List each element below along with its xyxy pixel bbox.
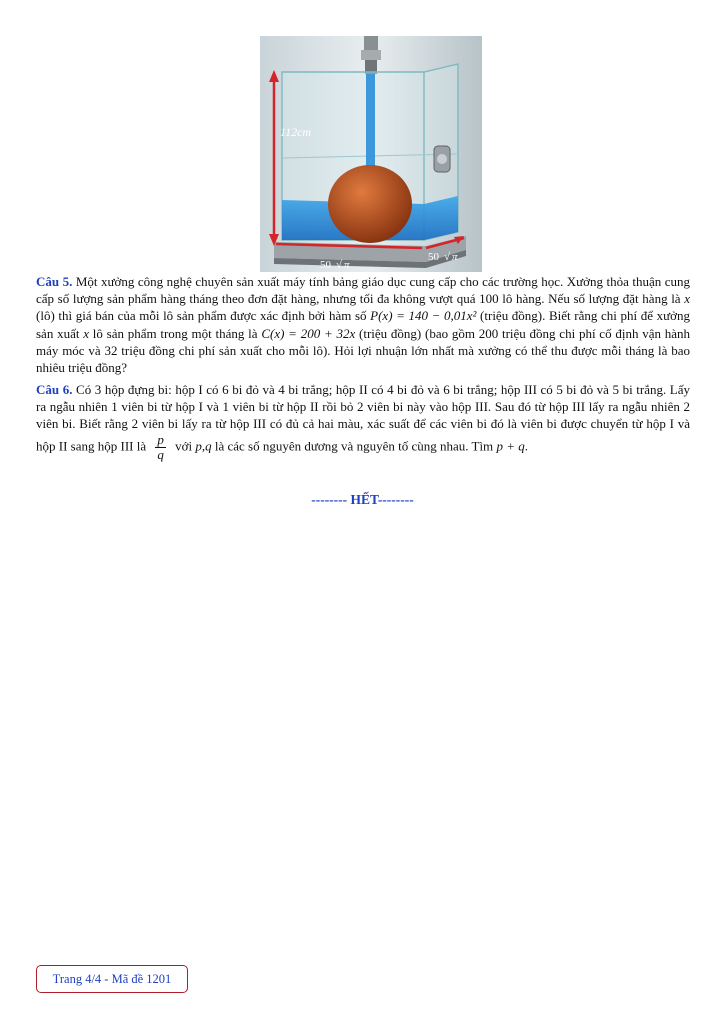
q5-var-x: x — [684, 291, 690, 307]
q6-vars-pq: p,q — [195, 438, 212, 454]
tank-svg — [260, 36, 482, 272]
q6-text-2: với — [171, 438, 196, 454]
probability-fraction — [155, 433, 166, 462]
tank-illustration — [260, 36, 482, 272]
q6-text-4: . — [524, 438, 528, 454]
q5-text-1: Một xưởng công nghệ chuyên sản xuất máy tính bảng giáo dục cung cấp cho các trường học. Xưởng thỏa thuận cung cấp số lượng sản phẩm hàng tháng theo đơn đặt hàng, nhưng tối đa không vượt quá 100 lô hàng. Nếu số lượng đặt hàng là — [36, 274, 690, 307]
bottom-dimension-label: 50 — [320, 259, 331, 271]
q6-text-3: là các số nguyên dương và nguyên tố cùng nhau. Tìm — [211, 438, 497, 454]
side-sqrt-symbol: √ — [444, 251, 451, 263]
fraction-denominator: q — [157, 446, 164, 462]
side-dimension-label: 50 — [428, 251, 439, 263]
q5-text-4: lô sản phẩm trong một tháng là — [89, 325, 262, 341]
question-6 — [36, 381, 690, 462]
cost-formula: C(x) = 200 + 32x — [261, 325, 356, 341]
q6-sum-pq: p + q — [496, 438, 525, 454]
q5-text-2: (lô) thì giá bán của mỗi lô sản phẩm được xác định bởi hàm số — [36, 308, 371, 324]
fraction-numerator: p — [157, 431, 164, 447]
height-label: 112cm — [280, 125, 312, 139]
bottom-pi-symbol: π — [344, 259, 350, 271]
question-6-label: Câu 6. — [36, 382, 73, 397]
q5-var-x-2: x — [83, 325, 90, 341]
side-pi-symbol: π — [452, 251, 458, 263]
question-5 — [36, 273, 690, 376]
question-5-label: Câu 5. — [36, 274, 73, 289]
q5-text-5: (triệu đồng) (bao gồm 200 triệu đồng chi phí cố định vận hành máy móc và 32 triệu đồng chi phí sản xuất cho mỗi lô). Hỏi lợi nhuận lớn nhất mà xưởng có thể thu được mỗi tháng là bao nhiêu triệu đồng? — [36, 325, 690, 376]
q5-text-3: (triệu đồng). Biết rằng chi phí để xưởng sản xuất — [36, 308, 690, 341]
page-footer: Trang 4/4 - Mã đề 1201 — [36, 965, 188, 993]
end-marker: -------- HẾT-------- — [311, 492, 414, 507]
q6-text-1: Có 3 hộp đựng bi: hộp I có 6 bi đỏ và 4 bi trắng; hộp II có 4 bi đỏ và 6 bi trắng; hộp III có 5 bi đỏ và 5 bi trắng. Lấy ra ngẫu nhiên 1 viên bi từ hộp I và 1 viên bi từ hộp II rồi bỏ 2 viên bi này vào hộp III. Sau đó từ hộp III lấy ra ngẫu nhiên 2 viên bi. Biết rằng 2 viên bi lấy ra từ hộp III có đủ cả hai màu, xác suất để các viên bi đó là viên bi được chuyển từ hộp I và hộp II sang hộp III là — [36, 382, 691, 454]
bottom-sqrt-symbol: √ — [336, 259, 343, 271]
price-formula: P(x) = 140 − 0,01x² — [370, 308, 477, 324]
